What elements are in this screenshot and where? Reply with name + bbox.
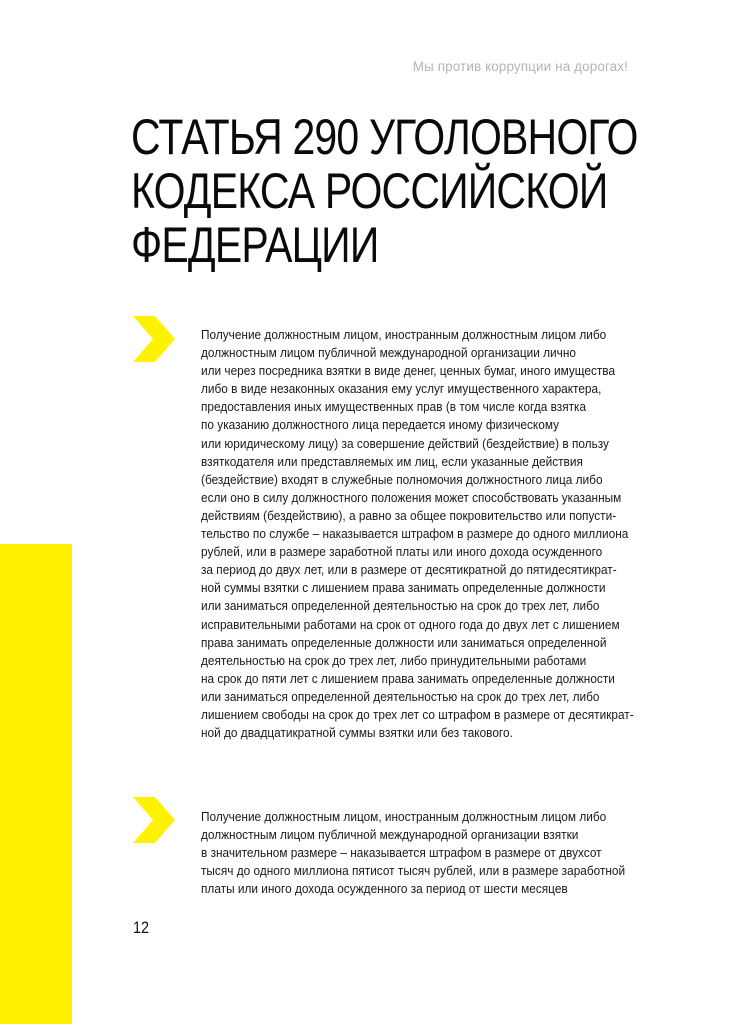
paragraph-line: или юридическому лицу) за совершение действий (бездействие) в пользу (201, 436, 609, 451)
page-title-line: ФЕДЕРАЦИИ (131, 217, 379, 273)
paragraph-line: в значительном размере – наказывается штрафом в размере от двухсот (201, 846, 602, 861)
page-title-line: СТАТЬЯ 290 УГОЛОВНОГО (131, 109, 638, 165)
paragraph-line: по указанию должностного лица передается иному физическому (201, 418, 560, 433)
paragraph-line: Получение должностным лицом, иностранным должностным лицом либо (201, 810, 607, 824)
page-number: 12 (133, 918, 150, 937)
paragraph-line: лишением свободы на срок до трех лет со штрафом в размере от десятикрат- (201, 707, 634, 722)
article-paragraph-1 (201, 326, 634, 742)
article-paragraph-2 (201, 808, 624, 898)
paragraph-line: предоставления иных имущественных прав (в том числе когда взятка (201, 400, 587, 415)
paragraph-line: или через посредника взятки в виде денег, ценных бумаг, иного имущества (201, 364, 616, 379)
page-title (131, 109, 638, 273)
chevron-right-icon (133, 797, 175, 843)
header-slogan: Мы против коррупции на дорогах! (412, 59, 628, 74)
paragraph-line: права занимать определенные должности или заниматься определенной (201, 635, 607, 650)
paragraph-line: или заниматься определенной деятельностью на срок до трех лет, либо (201, 689, 600, 704)
paragraph-line: на срок до пяти лет с лишением права занимать определенные должности (201, 671, 615, 686)
paragraph-line: за период до двух лет, или в размере от десятикратной до пятидесятикрат- (201, 563, 617, 578)
paragraph-line: ной суммы взятки с лишением права занимать определенные должности (201, 581, 606, 596)
chevron-right-icon (133, 316, 175, 362)
paragraph-line: деятельностью на срок до трех лет, либо принудительными работами (201, 653, 587, 668)
paragraph-line: тысяч до одного миллиона пятисот тысяч рублей, или в размере заработной (201, 864, 626, 879)
paragraph-line: рублей, или в размере заработной платы или иного дохода осужденного (201, 545, 603, 560)
page-title-line: КОДЕКСА РОССИЙСКОЙ (131, 163, 608, 219)
paragraph-line: тельство по службе – наказывается штрафом в размере до одного миллиона (201, 527, 629, 542)
paragraph-line: взяткодателя или представляемых им лиц, если указанные действия (201, 454, 583, 469)
paragraph-line: исправительными работами на срок от одного года до двух лет с лишением (201, 617, 620, 632)
paragraph-line: (бездействие) входят в служебные полномочия должностного лица либо (201, 472, 603, 487)
paragraph-line: действиям (бездействию), а равно за общее покровительство или попусти- (201, 508, 617, 523)
paragraph-line: Получение должностным лицом, иностранным должностным лицом либо (201, 328, 607, 342)
yellow-side-band (0, 544, 72, 1024)
paragraph-line: если оно в силу должностного положения может способствовать указанным (201, 490, 622, 505)
paragraph-line: либо в виде незаконных оказания ему услуг имущественного характера, (201, 382, 602, 397)
paragraph-line: должностным лицом публичной международной организации взятки (201, 828, 579, 843)
paragraph-line: ной до двадцатикратной суммы взятки или без такового. (201, 726, 513, 741)
paragraph-line: или заниматься определенной деятельностью на срок до трех лет, либо (201, 599, 600, 614)
paragraph-line: должностным лицом публичной международной организации лично (201, 346, 576, 361)
paragraph-line: платы или иного дохода осужденного за период от шести месяцев (201, 882, 568, 897)
